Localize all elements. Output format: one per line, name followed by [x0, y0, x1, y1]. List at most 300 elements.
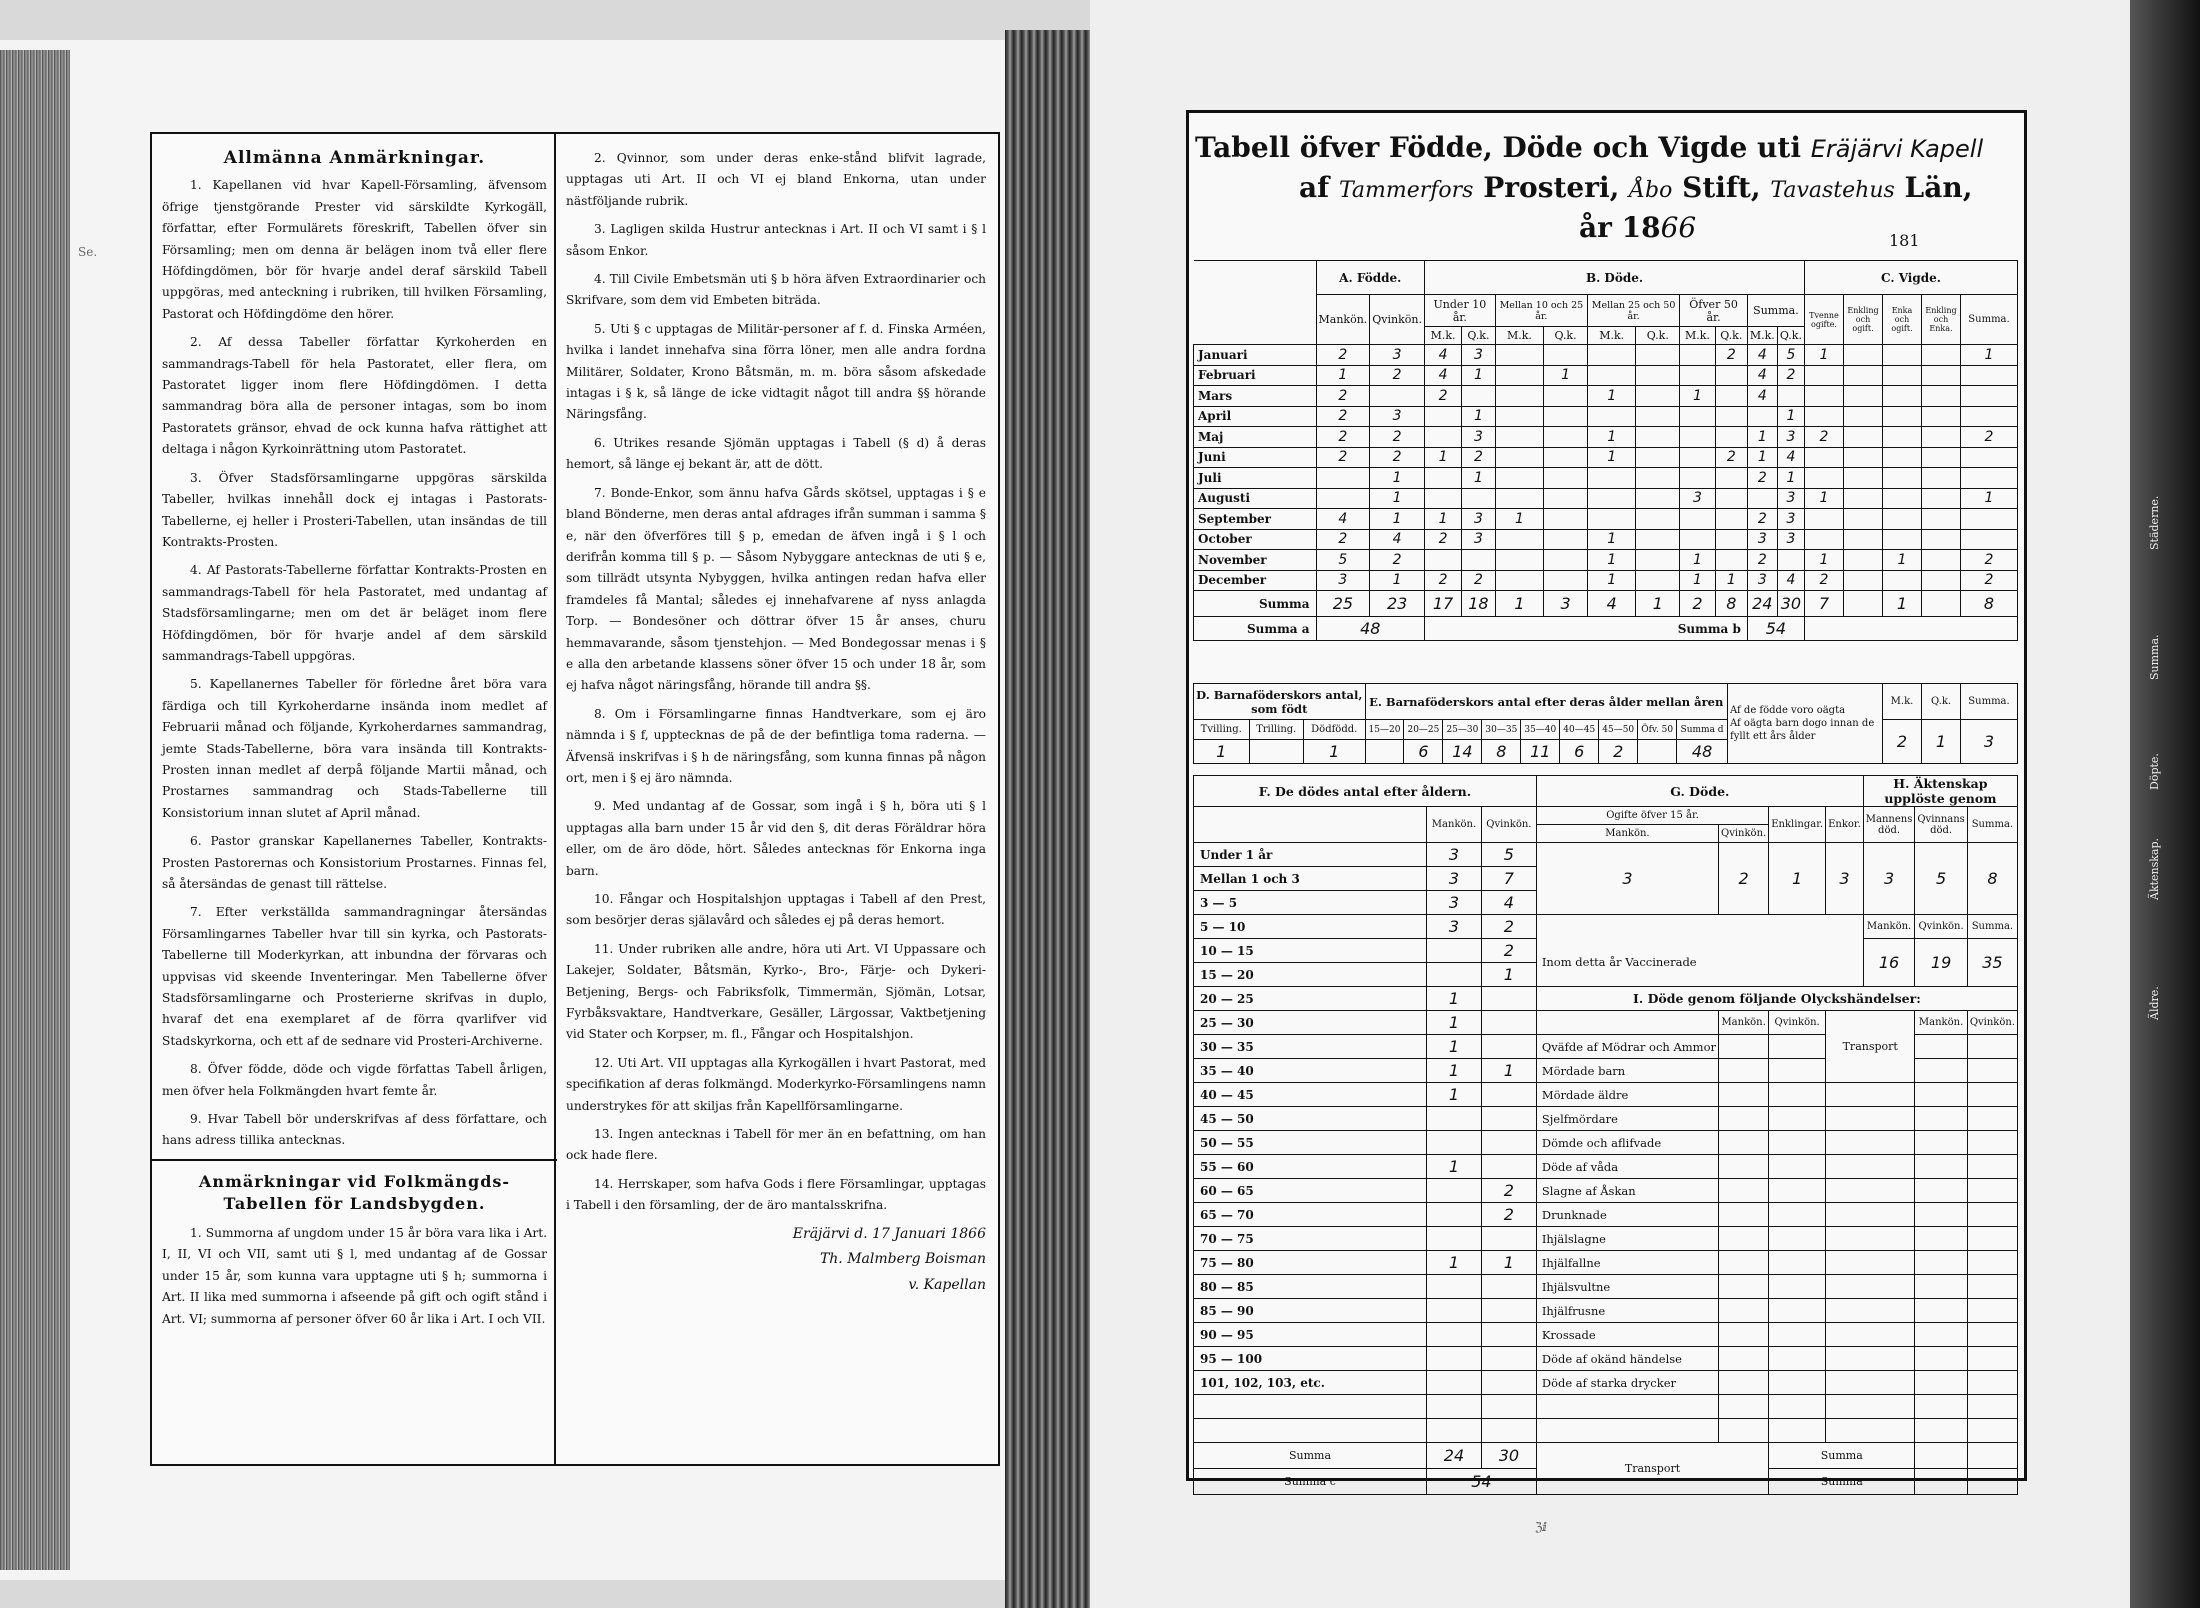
month-label: December [1194, 570, 1317, 591]
month-value-cell [1636, 345, 1680, 366]
title-line-1 [1195, 131, 1983, 164]
age-row [1194, 1347, 2018, 1371]
remark-paragraph: 5. Uti § c upptagas de Militär-personer af f. d. Finska Arméen, hvilka i landet innehafva sina förra löner, men alle andra fordna Militärer, Soldater, Krono Båtsmän, m. m. böra såsom afskedade intagas i § k, så länge de icke vidtagit något till andra §§ hörande Näringsfång. [566, 321, 986, 422]
dead-summa-header: Summa. [1747, 295, 1804, 327]
age-male-value: 3 [1427, 867, 1482, 891]
age-male-value [1427, 1107, 1482, 1131]
empty-cell [1536, 1395, 1718, 1419]
sec-e-value: 6 [1560, 740, 1599, 764]
age-female-value [1481, 1131, 1536, 1155]
transport-male-cell [1915, 1131, 1967, 1155]
side-label: Äldre. [2148, 986, 2161, 1020]
month-value-cell [1636, 365, 1680, 386]
population-remarks-heading: Anmärkningar vid Folkmängds-Tabellen för Landsbygden. [198, 1171, 511, 1213]
month-value-cell [1587, 468, 1635, 489]
empty-cell [1194, 1395, 1427, 1419]
age-male-value: 3 [1427, 843, 1482, 867]
month-value-cell: 3 [1747, 570, 1777, 591]
empty-cell [1805, 617, 2018, 641]
transport-cell [1826, 1347, 1915, 1371]
summa-cell: 2 [1680, 591, 1715, 617]
month-value-cell [1961, 386, 2018, 407]
empty-cell [1915, 1469, 1967, 1495]
transport-male-cell [1915, 1155, 1967, 1179]
month-value-cell: 1 [1370, 509, 1425, 530]
remark-paragraph: 4. Af Pastorats-Tabellerne författar Kontrakts-Prosten en sammandrags-Tabell för hela Pastoratet, med undantag af Stadsförsamlingarne; men om det är beläget inom flere Höfdingdömen, bör för hvarje andel af dem särskild sammandrags-Tabell uppgöras. [162, 563, 547, 663]
age-label: 55 — 60 [1194, 1155, 1427, 1179]
transport-cell [1826, 1227, 1915, 1251]
age10-25-header: Mellan 10 och 25 år. [1495, 295, 1587, 327]
month-value-cell [1425, 550, 1462, 571]
i-qvinkon-header: Qvinkön. [1769, 1011, 1826, 1035]
month-value-cell [1805, 468, 1844, 489]
month-label: Januari [1194, 345, 1317, 366]
month-value-cell: 1 [1370, 570, 1425, 591]
accident-male-cell [1719, 1347, 1769, 1371]
accident-male-cell [1719, 1179, 1769, 1203]
g-ogifte-header: Ogifte öfver 15 år. [1536, 807, 1768, 825]
month-value-cell [1636, 427, 1680, 448]
age-label: 3 — 5 [1194, 891, 1427, 915]
month-row [1194, 488, 2018, 509]
age-female-value [1481, 1155, 1536, 1179]
empty-cell [1481, 1395, 1536, 1419]
sec-g-title: G. Döde. [1536, 776, 1863, 807]
accident-label: Slagne af Åskan [1536, 1179, 1718, 1203]
summa-b-value: 54 [1747, 617, 1804, 641]
age-label: 75 — 80 [1194, 1251, 1427, 1275]
month-label: Mars [1194, 386, 1317, 407]
month-value-cell [1883, 529, 1922, 550]
month-value-cell: 2 [1747, 468, 1777, 489]
vacc-value: 16 [1863, 939, 1915, 987]
month-value-cell: 2 [1747, 550, 1777, 571]
married-header: C. Vigde. [1805, 261, 2018, 295]
age-male-value [1427, 1323, 1482, 1347]
month-value-cell [1715, 550, 1747, 571]
remark-paragraph: 6. Utrikes resande Sjömän upptagas i Tabell (§ d) å deras hemort, så länge ej bekant är, att de dött. [566, 435, 986, 472]
accident-female-cell [1769, 1035, 1826, 1059]
month-value-cell [1922, 345, 1961, 366]
month-value-cell [1883, 427, 1922, 448]
remark-paragraph: 7. Bonde-Enkor, som ännu hafva Gårds skötsel, upptagas i § e bland Bönderne, men deras antal afdrages ifrån summan i samma § e, när den öfverföres till § p, emedan de äfven ingå i § l och derifrån komma till § p. — Såsom Nybyggare antecknas de uti § e, som tillrädt utsynta Nybyggen, hvilka antingen redan hafva eller framdeles få Mantal; således ej innehafvarene af nyss anlagda Torp. — Bondesöner och döttrar öfver 15 år anses, churu hemmavarande, såsom tjenstehjon. — Med Bondegossar menas i § e alla den arbetande klassens söner öfver 15 och under 18 år, som ej hafva något näringsfång, hörande till andra §§. [566, 485, 986, 693]
i-summa-label: Summa [1769, 1469, 1915, 1495]
month-value-cell [1636, 468, 1680, 489]
month-value-cell: 1 [1544, 365, 1588, 386]
month-value-cell [1715, 365, 1747, 386]
month-value-cell [1462, 488, 1496, 509]
transport-label: Transport [1826, 1011, 1915, 1083]
age-label: 20 — 25 [1194, 987, 1427, 1011]
age-row [1194, 1203, 2018, 1227]
h-col-header: Mannens död. [1863, 807, 1915, 843]
month-value-cell [1425, 488, 1462, 509]
prosteri-handwritten: Tammerfors [1338, 178, 1474, 203]
month-value-cell: 1 [1805, 345, 1844, 366]
month-value-cell [1777, 550, 1804, 571]
age-female-value [1481, 1275, 1536, 1299]
summa-cell: 8 [1961, 591, 2018, 617]
side-label: Döpte. [2148, 753, 2161, 790]
month-value-cell: 2 [1961, 550, 2018, 571]
age-label: 35 — 40 [1194, 1059, 1427, 1083]
age-female-value: 7 [1481, 867, 1536, 891]
age-row [1194, 1371, 2018, 1395]
month-value-cell: 3 [1370, 406, 1425, 427]
month-value-cell: 2 [1370, 365, 1425, 386]
month-value-cell: 3 [1777, 427, 1804, 448]
empty-cell [1536, 1419, 1718, 1443]
accident-female-cell [1769, 1155, 1826, 1179]
column-divider [554, 134, 556, 1464]
illegitimate-line-2: Af oägta barn dogo innan de fyllt ett års ålder [1730, 718, 1875, 742]
month-value-cell: 3 [1462, 509, 1496, 530]
remark-paragraph: 7. Efter verkställda sammandragningar återsändas Församlingarnes Tabeller hvar till sin kyrka, och Pastorats-Tabellerne till Moderkyrkan, att inbundna der förvaras och uppvisas vid skeende Inventeringar. Men Tabellerne öfver Stadsförsamlingarne och Prosterierne skrifvas in duplo, hvaraf det ena exemplaret af de förra qvarlifver vid Stadskyrkorna, och ett af de sednare vid Prosteri-Archiverne. [162, 905, 547, 1048]
transport-female-cell [1967, 1275, 2017, 1299]
month-value-cell [1805, 447, 1844, 468]
sec-d-value [1249, 740, 1303, 764]
month-value-cell: 2 [1777, 365, 1804, 386]
qk-header: Q.k. [1462, 327, 1496, 345]
age-label: 45 — 50 [1194, 1107, 1427, 1131]
f-mankon-header: Mankön. [1427, 807, 1482, 843]
month-header-cell [1194, 261, 1317, 345]
accident-female-cell [1769, 1275, 1826, 1299]
month-value-cell [1680, 509, 1715, 530]
age-row [1194, 1323, 2018, 1347]
sec-e-col: 20—25 [1404, 720, 1443, 740]
sec-e-value: 48 [1677, 740, 1728, 764]
month-row [1194, 570, 2018, 591]
born-header: A. Födde. [1316, 261, 1425, 295]
age-row [1194, 1155, 2018, 1179]
right-column [566, 148, 986, 1296]
sec-e-value [1638, 740, 1677, 764]
empty-cell [1481, 1419, 1536, 1443]
month-row [1194, 365, 2018, 386]
month-value-cell [1922, 570, 1961, 591]
summa-cell: 1 [1495, 591, 1543, 617]
month-value-cell: 1 [1883, 550, 1922, 571]
month-value-cell [1961, 529, 2018, 550]
month-value-cell [1883, 447, 1922, 468]
month-value-cell [1636, 570, 1680, 591]
vigde-col-header: Enkling och ogift. [1844, 295, 1883, 345]
month-value-cell [1680, 427, 1715, 448]
sec-e-col: Summa d [1677, 720, 1728, 740]
transport-cell [1826, 1251, 1915, 1275]
sec-d-col: Tvilling. [1194, 720, 1250, 740]
year-handwritten: 66 [1660, 211, 1697, 244]
month-value-cell [1636, 550, 1680, 571]
month-value-cell [1883, 468, 1922, 489]
transport-female-cell [1967, 1155, 2017, 1179]
month-value-cell [1680, 365, 1715, 386]
month-value-cell: 2 [1961, 570, 2018, 591]
g-value: 2 [1719, 843, 1769, 915]
month-value-cell [1462, 550, 1496, 571]
month-value-cell: 1 [1805, 550, 1844, 571]
month-value-cell [1844, 488, 1883, 509]
summa-cell: 25 [1316, 591, 1370, 617]
month-label: April [1194, 406, 1317, 427]
sec-e-value: 6 [1404, 740, 1443, 764]
f-qvinkon-header: Qvinkön. [1481, 807, 1536, 843]
age-row [1194, 1011, 2018, 1035]
month-row [1194, 386, 2018, 407]
mk-header: M.k. [1587, 327, 1635, 345]
transport-female-cell [1967, 1299, 2017, 1323]
month-value-cell [1544, 488, 1588, 509]
month-value-cell [1844, 529, 1883, 550]
g-col-header: Enklingar. [1769, 807, 1826, 843]
remarks-continued-list [566, 148, 986, 1217]
accident-male-cell [1719, 1323, 1769, 1347]
left-page [150, 132, 1000, 1466]
month-value-cell [1844, 509, 1883, 530]
sec-e-col: 45—50 [1599, 720, 1638, 740]
accident-label: Drunknade [1536, 1203, 1718, 1227]
month-value-cell [1636, 386, 1680, 407]
transport-female-cell [1967, 1059, 2017, 1083]
transport-female-cell [1967, 1035, 2017, 1059]
month-label: Augusti [1194, 488, 1317, 509]
illegitimate-line-1: Af de födde voro oägta [1730, 705, 1846, 716]
month-value-cell: 3 [1680, 488, 1715, 509]
sec-d-col: Trilling. [1249, 720, 1303, 740]
empty-cell [1427, 1419, 1482, 1443]
g-col-header: Enkor. [1826, 807, 1864, 843]
transport-male-cell [1915, 1203, 1967, 1227]
age-male-value [1427, 1179, 1482, 1203]
month-value-cell [1922, 406, 1961, 427]
vigde-col-header: Enkling och Enka. [1922, 295, 1961, 345]
month-value-cell [1922, 468, 1961, 489]
month-value-cell [1495, 488, 1543, 509]
remark-paragraph: 4. Till Civile Embetsmän uti § b höra äfven Extraordinarier och Skrifvare, som dem vid Embeten biträda. [566, 272, 986, 308]
accident-female-cell [1769, 1179, 1826, 1203]
remark-paragraph: 2. Af dessa Tabeller författar Kyrkoherden en sammandrags-Tabell för hela Pastoratet, eller flera, om Pastoratet ligger inom flere Höfdingdömen. I detta sammandrag böra alla de personer intagas, som bo inom Pastoratets gränsor, ehvad de ock kunna hafva rättighet att deltaga i någon Kyrkoinrättning utom Pastoratet. [162, 335, 547, 457]
month-value-cell [1370, 386, 1425, 407]
transport-male-cell [1915, 1251, 1967, 1275]
month-value-cell: 1 [1805, 488, 1844, 509]
accident-label: Dömde och aflifvade [1536, 1131, 1718, 1155]
remark-paragraph: 9. Hvar Tabell bör underskrifvas af dess författare, och hans adress tillika antecknas. [162, 1112, 547, 1148]
age-female-value [1481, 1323, 1536, 1347]
month-value-cell [1680, 406, 1715, 427]
transport-label: Transport [1536, 1443, 1768, 1495]
month-value-cell [1316, 468, 1370, 489]
month-value-cell [1715, 488, 1747, 509]
age-male-value [1427, 963, 1482, 987]
month-value-cell [1883, 570, 1922, 591]
month-value-cell: 2 [1316, 345, 1370, 366]
summa-cell: 1 [1883, 591, 1922, 617]
month-value-cell: 1 [1462, 365, 1496, 386]
month-value-cell: 1 [1587, 550, 1635, 571]
transport-female-cell [1967, 1371, 2017, 1395]
summa-cell: 7 [1805, 591, 1844, 617]
summa-a-label: Summa a [1194, 617, 1317, 641]
month-value-cell: 3 [1462, 427, 1496, 448]
month-value-cell [1316, 488, 1370, 509]
transport-male-cell [1915, 1299, 1967, 1323]
age-label: 85 — 90 [1194, 1299, 1427, 1323]
empty-cell [1719, 1419, 1769, 1443]
empty-cell [1826, 1419, 1915, 1443]
month-value-cell [1961, 509, 2018, 530]
age-male-value: 1 [1427, 1083, 1482, 1107]
month-value-cell: 1 [1587, 447, 1635, 468]
summa-cell: 24 [1747, 591, 1777, 617]
age-female-value: 4 [1481, 891, 1536, 915]
age-row [1194, 1275, 2018, 1299]
month-value-cell [1680, 345, 1715, 366]
empty-cell [1719, 1395, 1769, 1419]
month-value-cell [1844, 365, 1883, 386]
remark-paragraph: 6. Pastor granskar Kapellanernes Tabeller, Kontrakts-Prosten Pastorernas och Konsistorium Prostarnes. Finnas fel, så återsändas de genast till rättelse. [162, 834, 547, 891]
qk-header: Q.k. [1544, 327, 1588, 345]
month-value-cell: 1 [1715, 570, 1747, 591]
month-value-cell [1495, 345, 1543, 366]
empty-cell [1536, 915, 1863, 939]
summa-cell [1922, 591, 1961, 617]
month-value-cell [1587, 345, 1635, 366]
accident-male-cell [1719, 1035, 1769, 1059]
ogift-value: 1 [1922, 720, 1961, 764]
section-rule [152, 1159, 557, 1161]
title-lan: Län, [1904, 171, 1973, 204]
age-label: 5 — 10 [1194, 915, 1427, 939]
transport-male-cell [1915, 1083, 1967, 1107]
dead-header: B. Döde. [1425, 261, 1805, 295]
age-male-value: 1 [1427, 987, 1482, 1011]
summa-cell: 17 [1425, 591, 1462, 617]
accident-male-cell [1719, 1299, 1769, 1323]
transport-cell [1826, 1155, 1915, 1179]
title-line-3 [1579, 211, 1696, 244]
month-value-cell [1883, 488, 1922, 509]
age-label: 60 — 65 [1194, 1179, 1427, 1203]
vacc-col-header: Qvinkön. [1915, 915, 1967, 939]
accident-male-cell [1719, 1059, 1769, 1083]
month-value-cell [1805, 365, 1844, 386]
age-male-value: 1 [1427, 1251, 1482, 1275]
month-value-cell [1883, 406, 1922, 427]
month-value-cell [1883, 386, 1922, 407]
month-value-cell [1544, 406, 1588, 427]
page-number: 181 [1889, 231, 1920, 250]
accident-female-cell [1769, 1347, 1826, 1371]
month-value-cell [1425, 406, 1462, 427]
month-value-cell: 2 [1370, 447, 1425, 468]
month-value-cell: 1 [1587, 570, 1635, 591]
f-summa-female: 30 [1481, 1443, 1536, 1469]
accident-female-cell [1769, 1107, 1826, 1131]
remark-paragraph: 2. Qvinnor, som under deras enke-stånd blifvit lagrade, upptagas uti Art. II och VI ej bland Enkorna, utan under nästföljande rubrik. [566, 151, 986, 208]
signature-date: Eräjärvi d. 17 Januari 1866 [792, 1225, 986, 1242]
f-summa-c-label: Summa c [1194, 1469, 1427, 1495]
month-value-cell [1844, 570, 1883, 591]
month-value-cell: 2 [1316, 386, 1370, 407]
month-value-cell: 1 [1747, 427, 1777, 448]
age-female-value [1481, 1347, 1536, 1371]
signature-name: Th. Malmberg Boisman [819, 1251, 986, 1268]
age-male-value: 3 [1427, 891, 1482, 915]
month-label: October [1194, 529, 1317, 550]
month-value-cell [1544, 468, 1588, 489]
month-value-cell [1495, 550, 1543, 571]
transport-female-cell [1967, 1323, 2017, 1347]
remark-paragraph: 3. Öfver Stadsförsamlingarne uppgöras särskilda Tabeller, hvilkas innehåll dock ej intagas i Pastorats-Tabellerne, ej heller i Prosteri-Tabellen, utan insändas de till Kontrakts-Prosten. [162, 470, 547, 549]
age25-50-header: Mellan 25 och 50 år. [1587, 295, 1679, 327]
empty-cell [1967, 1469, 2017, 1495]
vigde-col-header: Tvenne ogifte. [1805, 295, 1844, 345]
month-value-cell: 1 [1425, 447, 1462, 468]
month-value-cell: 4 [1370, 529, 1425, 550]
age-male-value [1427, 939, 1482, 963]
empty-cell [1967, 1443, 2017, 1469]
month-value-cell [1587, 488, 1635, 509]
transport-female-cell [1967, 1347, 2017, 1371]
month-value-cell [1636, 447, 1680, 468]
age-label: 95 — 100 [1194, 1347, 1427, 1371]
age-male-value: 1 [1427, 1155, 1482, 1179]
month-value-cell [1883, 345, 1922, 366]
month-value-cell: 1 [1316, 365, 1370, 386]
month-value-cell: 1 [1370, 488, 1425, 509]
month-value-cell: 2 [1462, 570, 1496, 591]
vacc-value: 35 [1967, 939, 2017, 987]
side-label: Städerne. [2148, 495, 2161, 550]
empty-cell [1915, 1443, 1967, 1469]
accident-female-cell [1769, 1299, 1826, 1323]
form-title [1189, 113, 2024, 255]
month-value-cell [1544, 427, 1588, 448]
age-label: 10 — 15 [1194, 939, 1427, 963]
summa-cell: 3 [1544, 591, 1588, 617]
empty-cell [1536, 1011, 1718, 1035]
born-male-header: Mankön. [1316, 295, 1370, 345]
month-value-cell: 3 [1777, 488, 1804, 509]
accident-male-cell [1719, 1203, 1769, 1227]
age-male-value [1427, 1275, 1482, 1299]
month-value-cell [1715, 406, 1747, 427]
month-value-cell [1425, 468, 1462, 489]
sec-e-value: 8 [1482, 740, 1521, 764]
month-value-cell: 3 [1316, 570, 1370, 591]
accident-male-cell [1719, 1371, 1769, 1395]
signature-title: v. Kapellan [908, 1276, 986, 1293]
age-label: 30 — 35 [1194, 1035, 1427, 1059]
g-value: 1 [1769, 843, 1826, 915]
month-value-cell [1922, 509, 1961, 530]
accident-female-cell [1769, 1083, 1826, 1107]
month-value-cell [1425, 427, 1462, 448]
month-value-cell: 1 [1777, 468, 1804, 489]
sec-e-value: 11 [1521, 740, 1560, 764]
vigde-col-header: Enka och ogift. [1883, 295, 1922, 345]
illegitimate-label [1728, 684, 1883, 764]
transport-male-cell [1915, 1059, 1967, 1083]
month-value-cell [1544, 345, 1588, 366]
month-value-cell [1922, 386, 1961, 407]
summa-b-label: Summa b [1425, 617, 1748, 641]
empty-cell [1769, 1395, 1826, 1419]
remark-paragraph: 11. Under rubriken alle andre, höra uti Art. VI Uppassare och Lakejer, Soldater, Båtsmän, Kyrko-, Bro-, Färje- och Dykeri-Betjening, Bergs- och Fabriksfolk, Timmermän, Sjömän, Lotsar, Fyrbåksvaktare, Handtverkare, Gesäller, Lärgossar, Vaktbetjening vid Stater och Korpser, m. fl., Fångar och Hospitalshjon. [566, 941, 986, 1042]
summa-cell [1844, 591, 1883, 617]
month-value-cell [1636, 406, 1680, 427]
